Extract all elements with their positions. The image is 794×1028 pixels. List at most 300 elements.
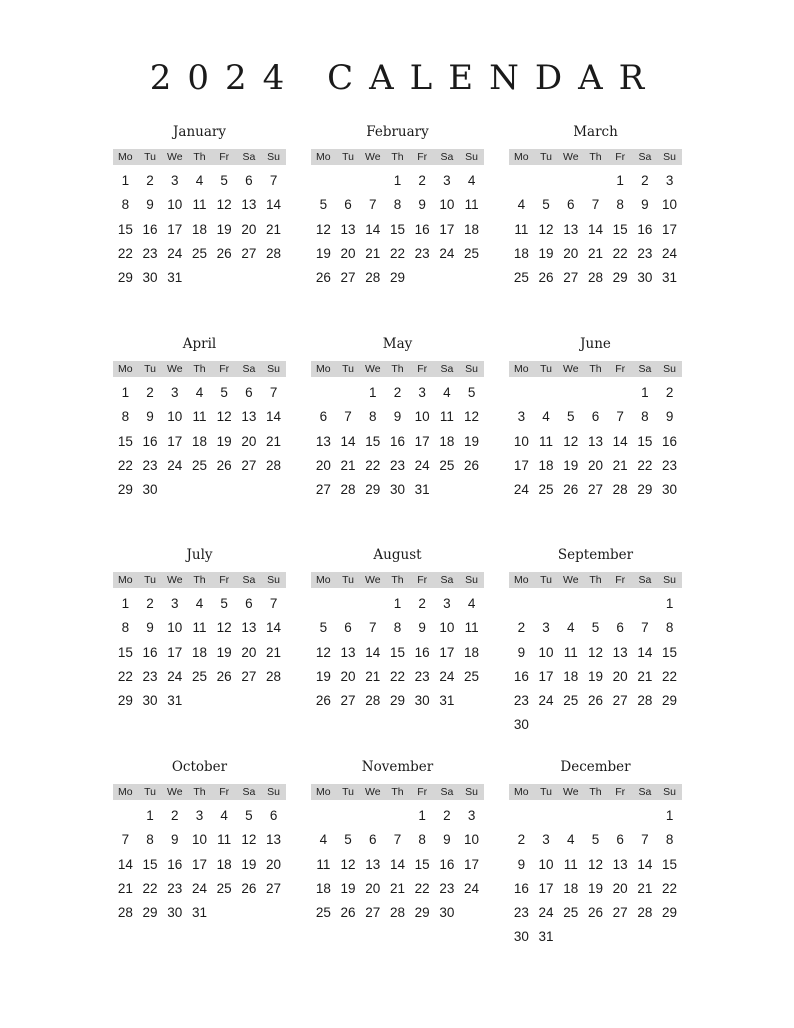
day-cell: 7 [591, 197, 600, 213]
day-cell: 20 [241, 221, 257, 237]
day-grid [113, 381, 286, 502]
day-cell: 5 [220, 385, 228, 400]
day-cell: 1 [665, 808, 674, 823]
day-cell: 22 [637, 457, 653, 473]
day-cell: 10 [464, 832, 480, 848]
day-cell: 30 [513, 929, 529, 945]
day-cell: 31 [538, 929, 554, 945]
day-cell: 7 [616, 409, 624, 425]
day-cell: 5 [220, 173, 228, 188]
day-cell: 22 [117, 457, 133, 473]
day-cell: 7 [121, 832, 130, 848]
day-cell: 3 [467, 808, 476, 823]
day-cell: 3 [665, 173, 674, 188]
day-cell: 7 [369, 620, 377, 636]
day-cell: 6 [269, 808, 278, 823]
day-cell: 28 [389, 905, 405, 921]
day-cell: 22 [662, 668, 678, 684]
day-cell: 12 [315, 644, 331, 660]
day-cell: 14 [340, 433, 356, 449]
day-cell: 22 [612, 245, 628, 261]
day-cell: 9 [393, 409, 402, 425]
day-cell: 8 [665, 620, 674, 636]
day-cell: 4 [467, 596, 476, 611]
month-name: August [373, 547, 422, 563]
day-cell: 14 [266, 197, 282, 213]
weekday-label: Th [391, 574, 404, 586]
day-cell: 16 [389, 433, 405, 449]
day-cell: 23 [414, 668, 430, 684]
day-cell: 23 [637, 245, 653, 261]
day-cell: 19 [538, 245, 554, 261]
month-name: September [557, 547, 634, 563]
month-january [113, 122, 286, 290]
weekday-label: Su [465, 151, 478, 163]
month-february [311, 122, 484, 290]
weekday-label: Tu [540, 151, 552, 163]
day-cell: 12 [216, 409, 232, 425]
day-cell: 27 [612, 905, 628, 921]
day-cell: 1 [393, 596, 402, 611]
day-cell: 12 [563, 433, 579, 449]
day-cell: 10 [439, 620, 455, 636]
weekday-label: Sa [440, 574, 454, 586]
day-cell: 9 [146, 620, 154, 636]
weekday-header [509, 572, 682, 588]
day-cell: 30 [637, 270, 653, 286]
day-cell: 4 [567, 832, 575, 848]
day-cell: 5 [567, 409, 575, 425]
day-cell: 9 [146, 197, 154, 213]
weekday-header [113, 149, 286, 165]
day-cell: 4 [319, 832, 328, 848]
weekday-label: Mo [316, 574, 331, 586]
day-cell: 12 [216, 620, 232, 636]
weekday-label: Mo [118, 363, 133, 375]
day-cell: 7 [269, 173, 278, 188]
day-cell: 15 [365, 433, 381, 449]
day-cell: 1 [393, 173, 402, 188]
day-cell: 24 [538, 905, 554, 921]
day-cell: 8 [121, 409, 130, 425]
day-cell: 13 [266, 832, 282, 848]
day-cell: 11 [439, 409, 454, 425]
day-cell: 8 [121, 620, 130, 636]
month-name: June [580, 336, 611, 352]
day-cell: 10 [662, 197, 678, 213]
weekday-label: Mo [514, 151, 529, 163]
day-cell: 17 [191, 856, 207, 872]
day-cell: 23 [662, 457, 678, 473]
weekday-label: Sa [242, 786, 256, 798]
day-cell: 16 [662, 433, 678, 449]
weekday-label: Sa [242, 363, 256, 375]
month-april [113, 334, 286, 502]
day-cell: 21 [266, 221, 282, 237]
weekday-label: Fr [219, 151, 230, 163]
day-cell: 24 [414, 457, 430, 473]
weekday-label: Mo [514, 363, 529, 375]
day-cell: 17 [167, 644, 183, 660]
weekday-label: Mo [118, 574, 133, 586]
day-cell: 26 [340, 905, 356, 921]
day-cell: 5 [319, 197, 328, 213]
day-cell: 20 [563, 245, 579, 261]
day-cell: 17 [167, 433, 183, 449]
day-cell: 28 [266, 457, 282, 473]
day-cell: 5 [591, 620, 600, 636]
day-cell: 4 [220, 808, 228, 823]
day-cell: 13 [587, 433, 603, 449]
day-cell: 29 [117, 482, 133, 498]
weekday-header [311, 361, 484, 377]
day-cell: 28 [365, 270, 381, 286]
day-cell: 27 [340, 693, 356, 709]
day-cell: 12 [587, 856, 603, 872]
day-cell: 16 [414, 221, 430, 237]
weekday-label: Th [391, 363, 404, 375]
day-cell: 28 [266, 245, 282, 261]
day-cell: 9 [171, 832, 179, 848]
day-cell: 20 [241, 433, 257, 449]
day-cell: 2 [665, 385, 674, 400]
day-cell: 24 [513, 482, 529, 498]
day-cell: 29 [637, 482, 653, 498]
day-cell: 1 [369, 385, 377, 400]
day-grid [509, 592, 682, 738]
day-cell: 15 [117, 221, 133, 237]
weekday-label: Su [267, 151, 280, 163]
day-cell: 3 [171, 385, 179, 400]
weekday-label: Tu [342, 363, 354, 375]
weekday-label: We [166, 151, 183, 163]
day-cell: 18 [439, 433, 455, 449]
day-cell: 18 [191, 221, 207, 237]
day-cell: 21 [365, 668, 381, 684]
day-cell: 3 [443, 596, 451, 611]
day-cell: 1 [665, 596, 674, 611]
day-cell: 8 [393, 620, 402, 636]
day-grid [509, 381, 682, 502]
day-cell: 4 [542, 409, 550, 425]
day-cell: 18 [513, 245, 529, 261]
day-cell: 17 [439, 644, 455, 660]
day-cell: 30 [439, 905, 455, 921]
day-cell: 26 [216, 668, 232, 684]
day-cell: 8 [393, 197, 402, 213]
month-june [509, 334, 682, 502]
weekday-header [113, 361, 286, 377]
day-cell: 14 [612, 433, 628, 449]
day-grid [113, 804, 286, 925]
day-cell: 14 [365, 221, 381, 237]
day-cell: 11 [464, 620, 479, 636]
day-cell: 20 [612, 668, 628, 684]
day-cell: 13 [612, 644, 628, 660]
day-cell: 27 [266, 880, 282, 896]
weekday-label: Tu [540, 363, 552, 375]
day-cell: 26 [241, 880, 257, 896]
day-cell: 14 [266, 409, 282, 425]
day-cell: 29 [389, 693, 405, 709]
day-cell: 15 [637, 433, 653, 449]
day-cell: 5 [220, 596, 228, 611]
day-cell: 25 [513, 270, 529, 286]
day-cell: 3 [517, 409, 526, 425]
weekday-label: Sa [242, 574, 256, 586]
month-name: May [382, 336, 413, 352]
day-cell: 3 [542, 832, 550, 848]
day-cell: 14 [587, 221, 603, 237]
day-cell: 13 [315, 433, 331, 449]
day-cell: 28 [340, 482, 356, 498]
day-cell: 28 [117, 905, 133, 921]
weekday-label: Mo [316, 363, 331, 375]
weekday-label: Tu [342, 574, 354, 586]
day-cell: 23 [142, 245, 158, 261]
day-cell: 8 [665, 832, 674, 848]
day-cell: 10 [167, 409, 183, 425]
day-cell: 29 [117, 693, 133, 709]
day-cell: 23 [389, 457, 405, 473]
day-cell: 11 [514, 221, 529, 237]
day-cell: 11 [539, 433, 554, 449]
weekday-label: Th [391, 151, 404, 163]
day-cell: 27 [241, 457, 257, 473]
day-grid [311, 804, 484, 925]
day-cell: 21 [117, 880, 133, 896]
weekday-label: Sa [638, 786, 652, 798]
day-cell: 25 [439, 457, 455, 473]
weekday-label: Mo [316, 151, 331, 163]
day-cell: 30 [142, 693, 158, 709]
day-cell: 19 [587, 668, 603, 684]
day-cell: 3 [195, 808, 204, 823]
weekday-label: We [166, 786, 183, 798]
day-cell: 3 [418, 385, 426, 400]
weekday-label: Su [267, 574, 280, 586]
day-cell: 26 [587, 693, 603, 709]
day-cell: 14 [117, 856, 133, 872]
weekday-label: Fr [615, 574, 626, 586]
weekday-label: Tu [144, 363, 156, 375]
day-cell: 20 [612, 880, 628, 896]
day-cell: 29 [142, 905, 158, 921]
day-cell: 17 [513, 457, 529, 473]
day-cell: 15 [117, 644, 133, 660]
day-cell: 15 [389, 221, 405, 237]
day-cell: 14 [266, 620, 282, 636]
day-cell: 24 [167, 245, 183, 261]
day-cell: 21 [637, 668, 653, 684]
weekday-header [311, 572, 484, 588]
day-cell: 19 [315, 245, 331, 261]
day-cell: 3 [171, 596, 179, 611]
day-cell: 17 [538, 668, 554, 684]
day-cell: 31 [414, 482, 430, 498]
day-cell: 5 [245, 808, 253, 823]
day-cell: 21 [340, 457, 356, 473]
day-cell: 12 [216, 197, 232, 213]
day-cell: 27 [563, 270, 579, 286]
day-cell: 29 [662, 693, 678, 709]
day-cell: 2 [443, 808, 451, 823]
day-cell: 13 [365, 856, 381, 872]
day-cell: 25 [563, 905, 579, 921]
day-cell: 17 [464, 856, 480, 872]
day-cell: 7 [393, 832, 402, 848]
day-cell: 22 [117, 668, 133, 684]
weekday-label: Fr [417, 574, 428, 586]
day-grid [311, 169, 484, 290]
weekday-label: Sa [440, 151, 454, 163]
day-cell: 19 [216, 221, 232, 237]
day-cell: 31 [191, 905, 207, 921]
day-cell: 30 [513, 717, 529, 733]
day-cell: 1 [121, 385, 130, 400]
day-cell: 20 [365, 880, 381, 896]
day-cell: 30 [167, 905, 183, 921]
day-cell: 26 [216, 245, 232, 261]
day-cell: 2 [146, 385, 154, 400]
weekday-label: Sa [440, 786, 454, 798]
day-cell: 19 [315, 668, 331, 684]
day-cell: 23 [142, 668, 158, 684]
day-cell: 4 [195, 385, 204, 400]
day-cell: 1 [121, 173, 130, 188]
day-cell: 17 [439, 221, 455, 237]
day-cell: 7 [369, 197, 377, 213]
day-cell: 5 [319, 620, 328, 636]
day-cell: 14 [637, 856, 653, 872]
weekday-label: Fr [615, 786, 626, 798]
day-cell: 27 [612, 693, 628, 709]
day-cell: 28 [365, 693, 381, 709]
day-cell: 9 [517, 644, 526, 660]
day-cell: 26 [464, 457, 480, 473]
day-cell: 24 [662, 245, 678, 261]
month-name: December [560, 759, 631, 775]
day-cell: 6 [616, 832, 624, 848]
day-cell: 21 [637, 880, 653, 896]
day-cell: 18 [464, 221, 480, 237]
day-cell: 16 [167, 856, 183, 872]
weekday-label: Sa [638, 574, 652, 586]
weekday-label: Fr [219, 574, 230, 586]
weekday-label: We [562, 574, 579, 586]
weekday-header [113, 572, 286, 588]
day-cell: 18 [464, 644, 480, 660]
day-cell: 19 [587, 880, 603, 896]
day-cell: 27 [365, 905, 381, 921]
day-cell: 21 [266, 644, 282, 660]
day-cell: 15 [662, 856, 678, 872]
day-cell: 15 [142, 856, 158, 872]
day-cell: 25 [191, 668, 207, 684]
day-cell: 19 [241, 856, 257, 872]
day-cell: 16 [513, 668, 529, 684]
day-cell: 30 [142, 270, 158, 286]
month-name: November [361, 759, 434, 775]
day-cell: 23 [513, 905, 529, 921]
weekday-label: Su [663, 786, 676, 798]
day-cell: 16 [142, 644, 158, 660]
weekday-label: Fr [615, 363, 626, 375]
day-cell: 12 [587, 644, 603, 660]
weekday-label: We [166, 363, 183, 375]
day-cell: 4 [443, 385, 451, 400]
day-cell: 2 [418, 596, 426, 611]
day-cell: 18 [563, 880, 579, 896]
day-cell: 30 [414, 693, 430, 709]
weekday-label: Mo [514, 574, 529, 586]
day-cell: 22 [365, 457, 381, 473]
day-cell: 29 [117, 270, 133, 286]
day-cell: 10 [439, 197, 455, 213]
day-cell: 11 [192, 620, 207, 636]
day-cell: 14 [389, 856, 405, 872]
day-cell: 29 [414, 905, 430, 921]
day-cell: 11 [464, 197, 479, 213]
day-cell: 4 [195, 596, 204, 611]
day-cell: 11 [563, 644, 578, 660]
day-cell: 4 [467, 173, 476, 188]
day-cell: 13 [340, 644, 356, 660]
day-cell: 19 [216, 644, 232, 660]
day-cell: 13 [340, 221, 356, 237]
day-cell: 21 [587, 245, 603, 261]
day-cell: 20 [315, 457, 331, 473]
weekday-label: Su [663, 574, 676, 586]
day-cell: 30 [142, 482, 158, 498]
day-grid [113, 169, 286, 290]
day-cell: 16 [439, 856, 455, 872]
day-cell: 3 [443, 173, 451, 188]
day-cell: 13 [241, 409, 257, 425]
weekday-label: Th [193, 363, 206, 375]
day-cell: 9 [641, 197, 649, 213]
day-cell: 29 [365, 482, 381, 498]
day-cell: 12 [340, 856, 356, 872]
day-cell: 8 [641, 409, 649, 425]
day-cell: 28 [612, 482, 628, 498]
weekday-label: Fr [615, 151, 626, 163]
day-cell: 10 [538, 856, 554, 872]
day-cell: 19 [464, 433, 480, 449]
month-name: March [573, 124, 618, 140]
day-cell: 16 [513, 880, 529, 896]
day-cell: 31 [167, 270, 183, 286]
weekday-label: We [562, 363, 579, 375]
day-cell: 2 [418, 173, 426, 188]
day-cell: 31 [167, 693, 183, 709]
day-grid [311, 592, 484, 713]
day-cell: 28 [637, 905, 653, 921]
day-cell: 16 [637, 221, 653, 237]
weekday-header [509, 149, 682, 165]
day-cell: 20 [266, 856, 282, 872]
month-august [311, 545, 484, 713]
day-cell: 14 [637, 644, 653, 660]
day-cell: 21 [365, 245, 381, 261]
day-cell: 1 [121, 596, 130, 611]
day-cell: 25 [538, 482, 554, 498]
day-cell: 23 [142, 457, 158, 473]
day-cell: 21 [389, 880, 405, 896]
weekday-label: Su [267, 786, 280, 798]
weekday-label: Su [465, 363, 478, 375]
weekday-label: Su [267, 363, 280, 375]
